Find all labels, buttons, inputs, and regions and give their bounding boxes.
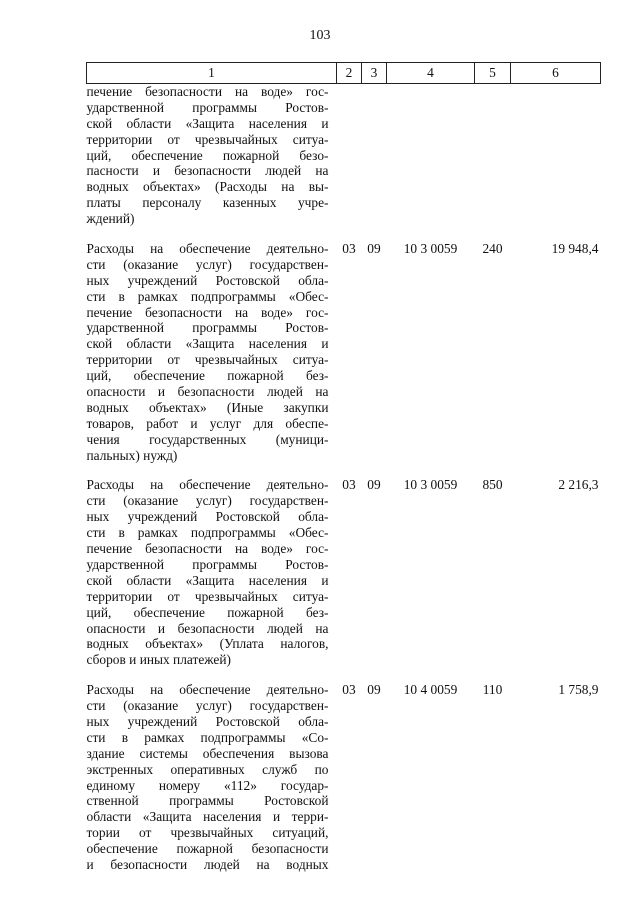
description-line: сти в рамках подпрограммы «Обес-	[86, 525, 329, 541]
table-header-row	[87, 63, 601, 84]
description-line: сти в рамках подпрограммы «Обес-	[86, 288, 329, 304]
header-col-5: 5	[475, 63, 511, 84]
description-line: пасности и безопасности людей на	[86, 163, 329, 179]
description-line: водных объектах» (Расходы на вы-	[86, 179, 329, 195]
budget-table	[86, 62, 601, 873]
description-line: единому номеру «112» государ-	[86, 777, 329, 793]
description-line: ций, обеспечение пожарной без-	[86, 368, 329, 384]
description-line: опасности и безопасности людей на	[86, 384, 329, 400]
description-line: печение безопасности на воде» гос-	[86, 304, 329, 320]
description-line: опасности и безопасности людей на	[86, 620, 329, 636]
description-line: территории от чрезвычайных ситуа-	[86, 588, 329, 604]
subsection-code: 09	[367, 241, 381, 257]
description-line: пальных) нужд)	[86, 447, 178, 463]
description-line: ций, обеспечение пожарной без-	[86, 604, 329, 620]
table-row	[87, 84, 601, 228]
table-body	[87, 84, 601, 873]
section-code: 03	[342, 477, 356, 493]
description-line: ударственной программы Ростов-	[86, 556, 329, 572]
page-number: 103	[309, 28, 331, 43]
description-line: ской области «Защита населения и	[86, 572, 329, 588]
description-line: области «Защита населения и терри-	[86, 809, 329, 825]
description-line: и безопасности людей на водных	[86, 856, 329, 872]
section-code: 03	[342, 682, 356, 698]
description-line: экстренных оперативных служб по	[86, 761, 329, 777]
description-line: ударственной программы Ростов-	[86, 320, 329, 336]
description-line: обеспечение пожарной безопасности	[86, 841, 329, 857]
description-line: сти (оказание услуг) государствен-	[86, 698, 329, 714]
description-line: ударственной программы Ростов-	[86, 99, 329, 115]
continuation-description	[87, 84, 337, 228]
amount: 2 216,3	[558, 477, 599, 493]
header-col-4: 4	[387, 63, 475, 84]
description-line: ций, обеспечение пожарной безо-	[86, 147, 329, 163]
expense-type-code: 240	[482, 241, 503, 257]
row-description	[87, 227, 337, 463]
description-line: чения государственных (муници-	[86, 431, 329, 447]
description-line: ственной программы Ростовской	[86, 793, 329, 809]
table-row	[87, 463, 601, 668]
description-line: водных объектах» (Иные закупки	[86, 399, 329, 415]
description-line: печение безопасности на воде» гос-	[86, 541, 329, 557]
description-line: ных учреждений Ростовской обла-	[86, 509, 329, 525]
description-line: ждений)	[86, 211, 135, 227]
description-line: Расходы на обеспечение деятельно-	[86, 477, 329, 493]
description-line: ных учреждений Ростовской обла-	[86, 713, 329, 729]
table-row	[87, 668, 601, 873]
description-line: сти (оказание услуг) государствен-	[86, 256, 329, 272]
target-article-code: 10 3 0059	[403, 241, 458, 257]
description-line: тории от чрезвычайных ситуаций,	[86, 825, 329, 841]
amount: 1 758,9	[558, 682, 599, 698]
subsection-code: 09	[367, 477, 381, 493]
description-line: сборов и иных платежей)	[86, 652, 231, 668]
description-line: товаров, работ и услуг для обеспе-	[86, 415, 329, 431]
subsection-code: 09	[367, 682, 381, 698]
target-article-code: 10 3 0059	[403, 477, 458, 493]
description-line: платы персоналу казенных учре-	[86, 195, 329, 211]
description-line: печение безопасности на воде» гос-	[86, 84, 329, 99]
description-line: территории от чрезвычайных ситуа-	[86, 131, 329, 147]
description-line: Расходы на обеспечение деятельно-	[86, 241, 329, 257]
section-code: 03	[342, 241, 356, 257]
header-col-1: 1	[87, 63, 337, 84]
header-col-3: 3	[362, 63, 387, 84]
target-article-code: 10 4 0059	[403, 682, 458, 698]
description-line: ской области «Защита населения и	[86, 336, 329, 352]
row-description	[87, 463, 337, 668]
expense-type-code: 850	[482, 477, 503, 493]
row-description	[87, 668, 337, 873]
description-line: ных учреждений Ростовской обла-	[86, 272, 329, 288]
amount: 19 948,4	[551, 241, 599, 257]
description-line: водных объектах» (Уплата налогов,	[86, 636, 329, 652]
description-line: территории от чрезвычайных ситуа-	[86, 352, 329, 368]
description-line: сти в рамках подпрограммы «Со-	[86, 729, 329, 745]
header-col-6: 6	[511, 63, 601, 84]
description-line: здание системы обеспечения вызова	[86, 745, 329, 761]
expense-type-code: 110	[482, 682, 503, 698]
description-line: ской области «Защита населения и	[86, 115, 329, 131]
table-row	[87, 227, 601, 463]
description-line: сти (оказание услуг) государствен-	[86, 493, 329, 509]
header-col-2: 2	[337, 63, 362, 84]
description-line: Расходы на обеспечение деятельно-	[86, 682, 329, 698]
